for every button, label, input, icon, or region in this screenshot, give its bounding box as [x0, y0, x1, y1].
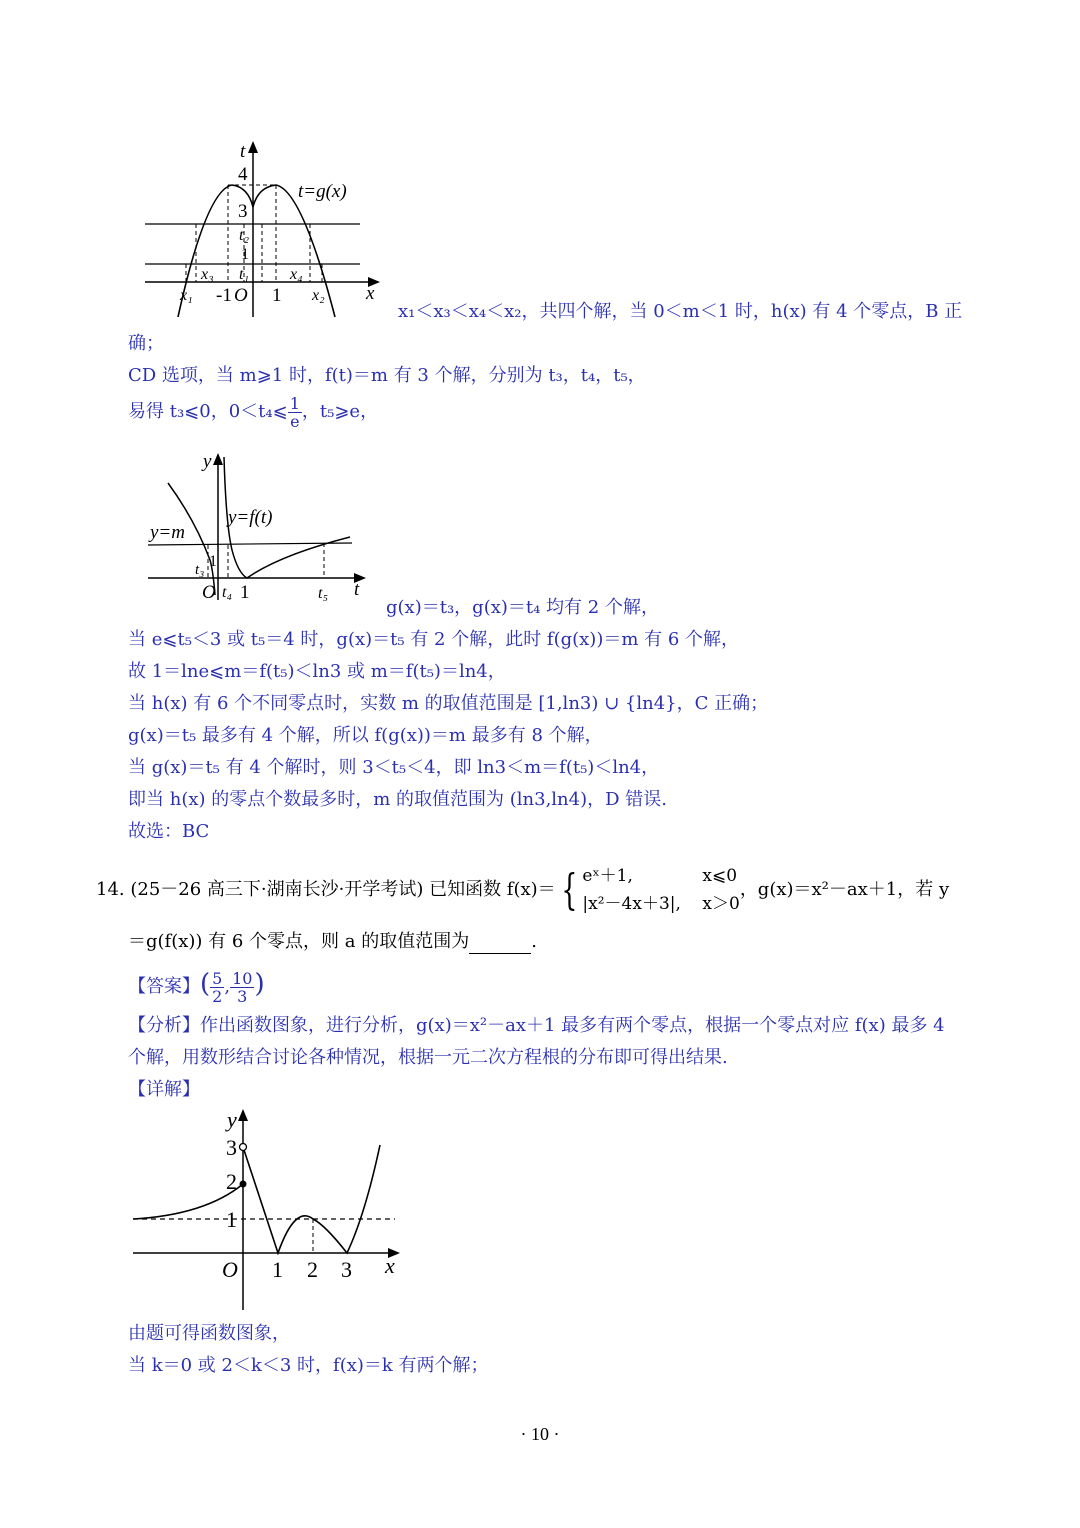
- detail-label: 【详解】: [128, 1079, 200, 1100]
- page-number: · 10 ·: [520, 1424, 560, 1444]
- tail-line-1: 由题可得函数图象，: [128, 1323, 290, 1344]
- tail-line-2: 当 k＝0 或 2＜k＜3 时，f(x)＝k 有两个解；: [128, 1355, 489, 1376]
- tick-t3: t₃: [195, 562, 205, 578]
- text-line-5: g(x)＝t₃，g(x)＝t₄ 均有 2 个解，: [386, 597, 659, 618]
- tick-y2: 2: [226, 1169, 237, 1194]
- graph-t-gx: [140, 135, 390, 325]
- tick-x4: x₄: [290, 266, 303, 283]
- question-suffix: ，g(x)＝x²－ax＋1，若 y: [739, 879, 950, 900]
- solid-point-2: [240, 1181, 247, 1188]
- tick-y3: 3: [226, 1135, 237, 1160]
- tick-t2: t₂: [239, 227, 250, 244]
- tick-t1: 1: [240, 582, 250, 603]
- tick-t4: t₄: [222, 584, 233, 601]
- y-axis-label: y: [227, 1107, 237, 1132]
- tick-y1: 1: [226, 1207, 237, 1232]
- tick-x2: x₂: [312, 287, 325, 304]
- tick-x3: x₃: [201, 266, 214, 283]
- tick-x1: x₁: [180, 287, 193, 304]
- graph-y-ft: [140, 445, 380, 605]
- text-line-4b: ，t₅⩾e，: [301, 401, 379, 422]
- text-line-9: g(x)＝t₅ 最多有 4 个解，所以 f(g(x))＝m 最多有 8 个解，: [128, 725, 603, 746]
- text-line-6: 当 e⩽t₅＜3 或 t₅＝4 时，g(x)＝t₅ 有 2 个解，此时 f(g(x))＝m 有 6 个解，: [128, 629, 740, 650]
- question-prefix: 14. (25－26 高三下·湖南长沙·开学考试) 已知函数 f(x)＝: [96, 879, 556, 900]
- fraction-1-over-e: $\frac{1}{e}$: [289, 393, 300, 431]
- tick-neg1: -1: [216, 285, 232, 306]
- tick-3: 3: [238, 201, 248, 222]
- graph-fx: [125, 1105, 415, 1315]
- tick-t1: t₁: [239, 266, 250, 283]
- label-y-equals-m: y=m: [150, 522, 185, 543]
- text-line-3: CD 选项，当 m⩾1 时，f(t)＝m 有 3 个解，分别为 t₃，t₄，t₅，: [128, 365, 646, 386]
- tick-y1: 1: [209, 553, 217, 570]
- tick-t5: t₅: [318, 585, 329, 602]
- tick-1: 1: [241, 246, 249, 263]
- text-line-4: [128, 392, 378, 432]
- y-axis-label: y: [203, 451, 212, 472]
- answer-line: 【答案】( $\frac{5}{2}$ , $\frac{10}{3}$ ): [128, 968, 265, 1006]
- piecewise-cases: eˣ＋1, x⩽0 |x²－4x＋3|, x＞0: [582, 866, 740, 914]
- question-14: [96, 862, 949, 918]
- tick-origin: O: [202, 582, 216, 603]
- answer-label: 【答案】: [128, 976, 200, 997]
- tick-origin: O: [222, 1257, 238, 1282]
- text-line-10: 当 g(x)＝t₅ 有 4 个解时，则 3＜t₅＜4，即 ln3＜m＝f(t₅)＜ln4，: [128, 757, 660, 778]
- tick-pos1: 1: [272, 285, 282, 306]
- analysis-line-1: 【分析】作出函数图象，进行分析，g(x)＝x²－ax＋1 最多有两个零点，根据一个零点对应 f(x) 最多 4: [128, 1015, 945, 1036]
- x-axis-label: x: [385, 1253, 395, 1278]
- text-line-1: x₁＜x₃＜x₄＜x₂，共四个解，当 0＜m＜1 时，h(x) 有 4 个零点，B 正: [398, 301, 963, 322]
- tick-origin: O: [234, 285, 248, 306]
- x-axis-label: x: [366, 283, 375, 304]
- text-line-2: 确；: [128, 333, 164, 354]
- text-line-11: 即当 h(x) 的零点个数最多时，m 的取值范围为 (ln3,ln4)，D 错误.: [128, 789, 667, 810]
- curve-right-abs: [243, 1145, 380, 1253]
- tick-x3: 3: [341, 1257, 352, 1282]
- tick-x1: 1: [272, 1257, 283, 1282]
- analysis-line-2: 个解，用数形结合讨论各种情况，根据一元二次方程根的分布即可得出结果.: [128, 1047, 728, 1068]
- text-line-8: 当 h(x) 有 6 个不同零点时，实数 m 的取值范围是 [1,ln3) ∪ {ln4}，C 正确；: [128, 693, 769, 714]
- open-point-3: [240, 1144, 247, 1151]
- text-line-7: 故 1＝lne⩽m＝f(t₅)＜ln3 或 m＝f(t₅)＝ln4，: [128, 661, 506, 682]
- text-line-4a: 易得 t₃⩽0，0＜t₄⩽: [128, 401, 288, 422]
- curve-label: y=f(t): [228, 507, 273, 528]
- tick-4: 4: [238, 164, 248, 185]
- curve-label: t=g(x): [298, 181, 347, 202]
- tick-x2: 2: [307, 1257, 318, 1282]
- answer-blank: [469, 933, 531, 954]
- question-14-line-2: ＝g(f(x)) 有 6 个零点，则 a 的取值范围为 .: [128, 931, 537, 952]
- piecewise-brace: {: [561, 865, 578, 914]
- text-line-12: 故选：BC: [128, 821, 210, 842]
- t-axis-label: t: [240, 141, 246, 162]
- t-axis-label: t: [354, 579, 360, 600]
